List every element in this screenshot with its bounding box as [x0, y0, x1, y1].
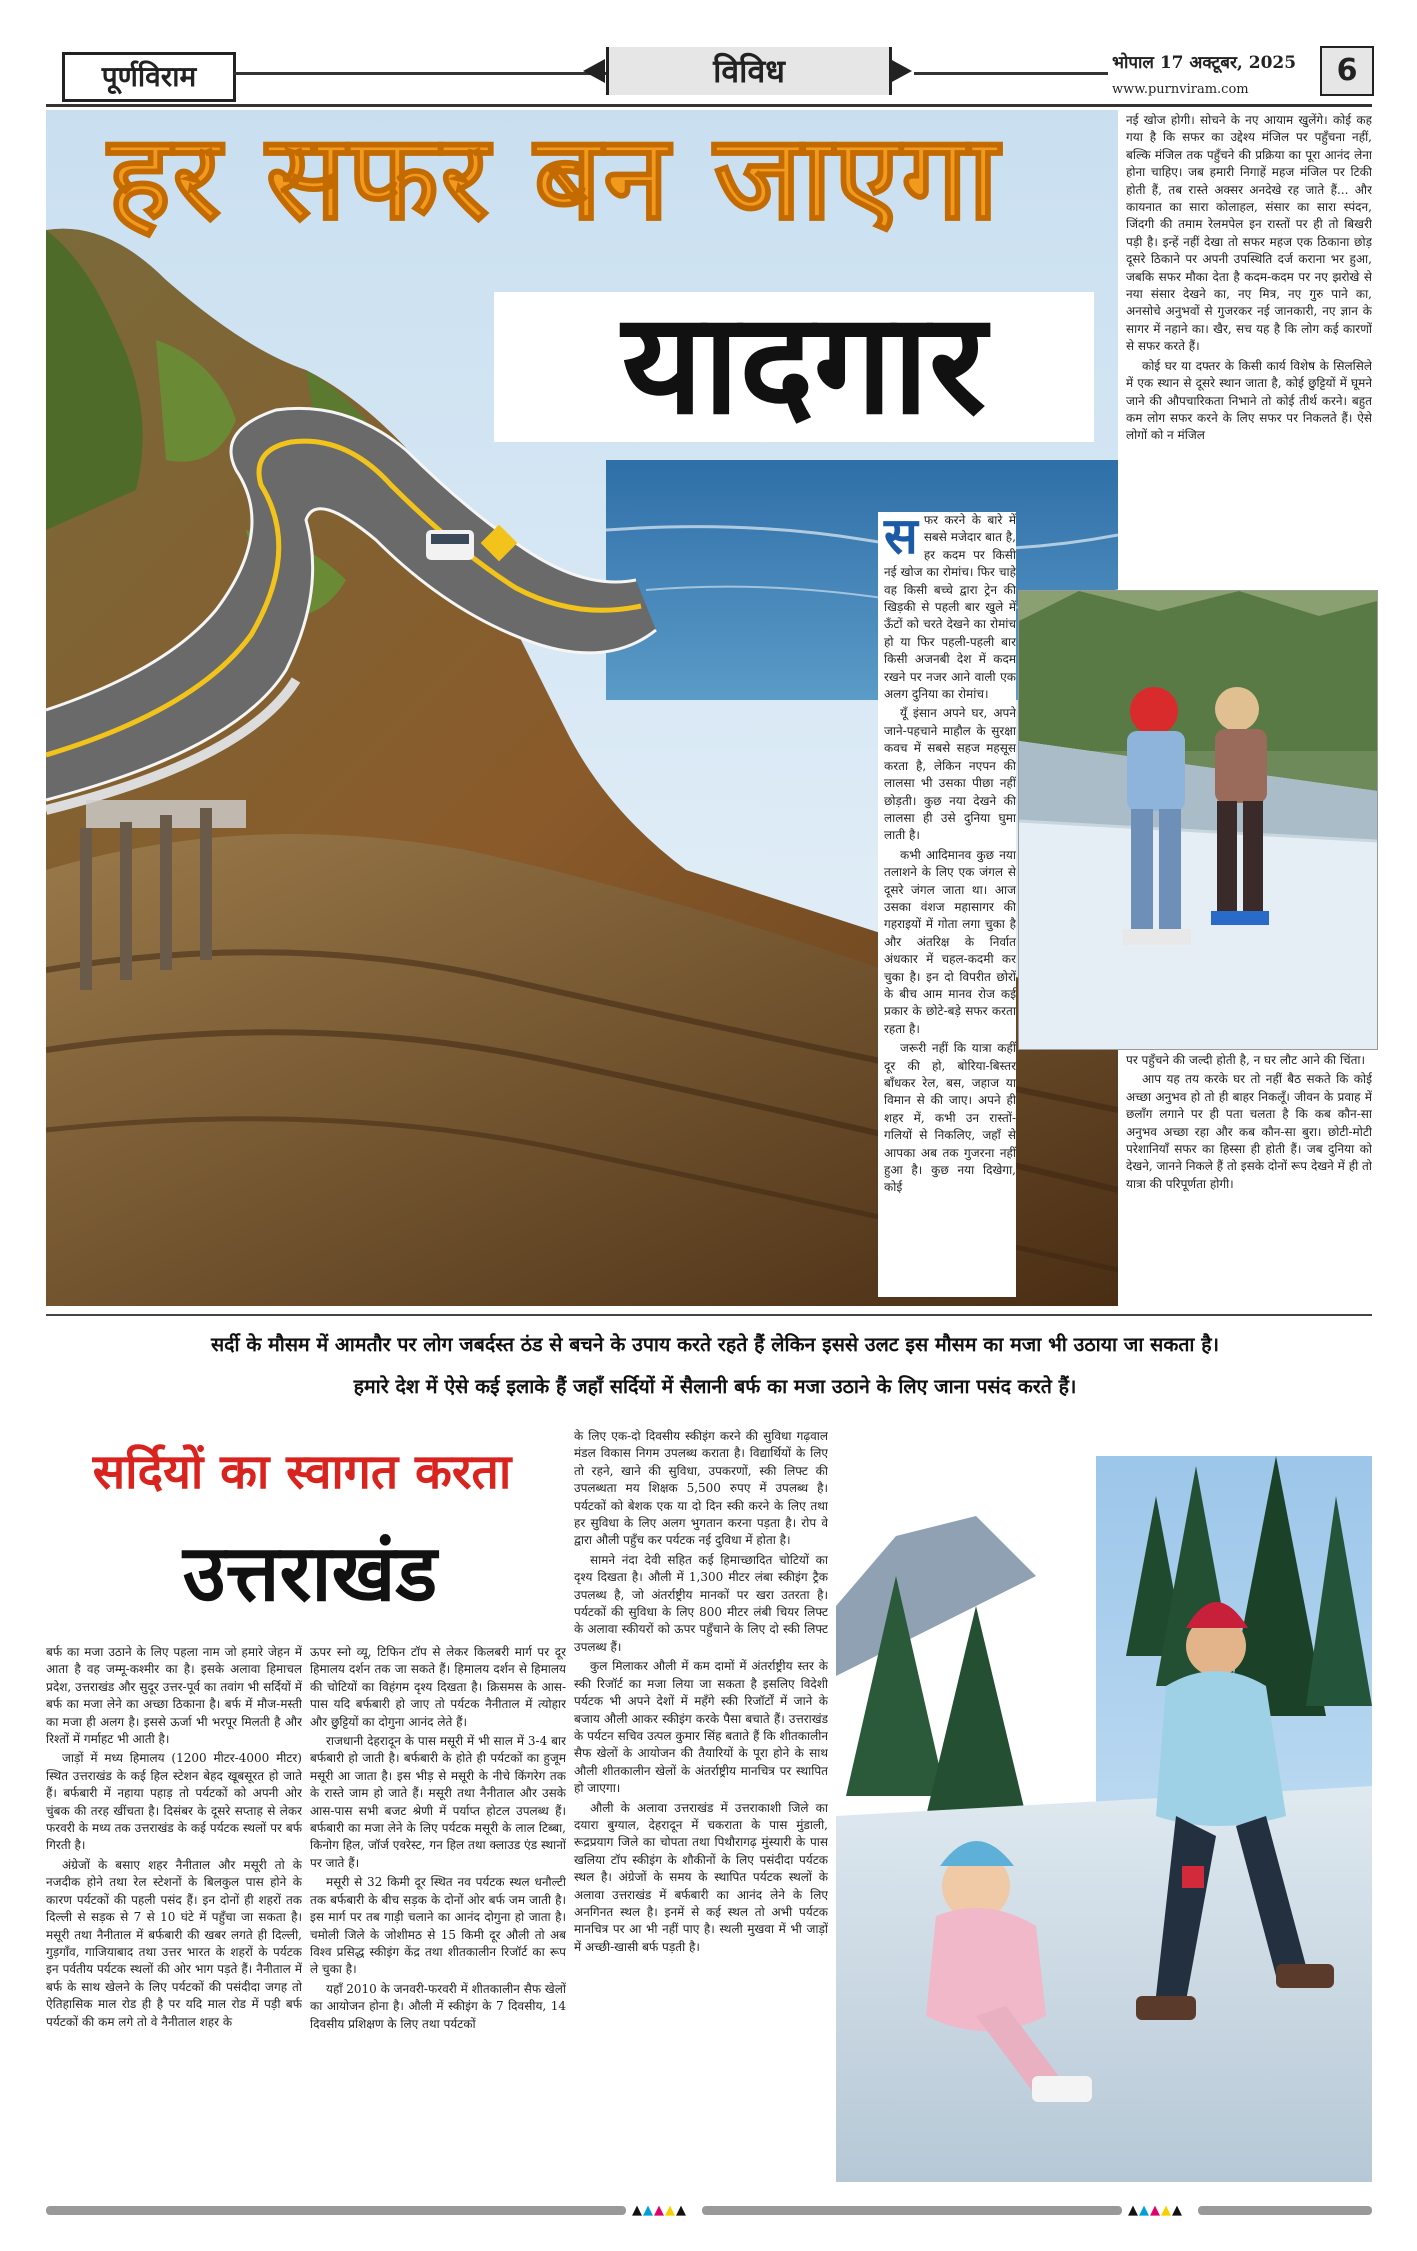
- uttarakhand-title-line2: उत्तराखंड: [182, 1529, 438, 1619]
- uttarakhand-para: यहाँ 2010 के जनवरी-फरवरी में शीतकालीन सैफ खेलों का आयोजन होना है। औली में स्कीइंग के 7 दिवसीय, 14 दिवसीय प्रशिक्षण के लिए तथा पर्यटकों: [310, 1981, 566, 2031]
- feature-headline-line1: हर सफर बन जाएगा: [108, 108, 1001, 246]
- uttarakhand-para: मसूरी से 32 किमी दूर स्थित नव पर्यटक स्थल धनौल्टी तक बर्फबारी के बीच सड़क के दोनों ओर बर्फ जम जाती है। इस मार्ग पर तब गाड़ी चलाने का आनंद दोगुना हो जाता है। चमोली जिले के जोशीमठ से 15 किमी दूर औली तो अब विश्व प्रसिद्ध स्कीइंग केंद्र तथा शीतकालीन रिजॉर्ट का रूप ले चुका है।: [310, 1875, 566, 1977]
- uttarakhand-para: सामने नंदा देवी सहित कई हिमाच्छादित चोटियों का दृश्य दिखता है। औली में 1,300 मीटर लंबा स्कीइंग ट्रैक उपलब्ध है, जो अंतर्राष्ट्रीय मानकों पर खरा उतरता है। पर्यटकों की सुविधा के लिए 800 मीटर लंबी चियर लिफ्ट के अलावा स्कीयरों को ऊपर पहुँचाने के लिए दो स्की लिफ्ट उपलब्ध हैं।: [574, 1552, 828, 1654]
- mother-daughter-skating-photo: [836, 1456, 1372, 2182]
- feature-col2-bottom: [1126, 1052, 1372, 1302]
- feature-col1-para: कभी आदिमानव कुछ नया तलाशने के लिए एक जंगल से दूसरे जंगल जाता था। आज उसका वंशज महासागर की गहराइयों में गोता लगा चुका है और अंतरिक्ष के निर्वात अंधकार में चहल-कदमी कर चुका है। इन दो विपरीत छोरों के बीच आम मानव रोज कई प्रकार के छोटे-बड़े सफर करता रहता है।: [884, 847, 1016, 1036]
- dropcap: स: [884, 512, 918, 565]
- lead-line2: हमारे देश में ऐसे कई इलाके हैं जहाँ सर्दियों में सैलानी बर्फ का मजा उठाने के लिए जाना पसंद करते हैं।: [353, 1375, 1077, 1398]
- uttarakhand-para: कुल मिलाकर औली में कम दामों में अंतर्राष्ट्रीय स्तर के स्की रिजॉर्ट का मजा लिया जा सकता है इसलिए विदेशी पर्यटक भी अपने देशों में महँगे स्की रिजॉर्टों में जाने के बजाय औली आकर स्कीइंग करके पैसा बचाते हैं। उत्तराखंड के पर्यटन सचिव उत्पल कुमार सिंह बताते हैं कि शीतकालीन सैफ खेलों के आयोजन की तैयारियों के पूरा होने के साथ औली शीतकालीन खेलों के अंतर्राष्ट्रीय मानचित्र पर स्थापित हो जाएगा।: [574, 1659, 828, 1796]
- uttarakhand-title-line1: सर्दियों का स्वागत करता: [92, 1444, 512, 1500]
- uttarakhand-para: के लिए एक-दो दिवसीय स्कीइंग करने की सुविधा गढ़वाल मंडल विकास निगम उपलब्ध कराता है। विद्यार्थियों के लिए तो रहने, खाने की सुविधा, उपकरणों, स्की लिफ्ट की उपलब्धता मय शिक्षक 5,500 रुपए में उपलब्ध है। पर्यटकों को बेशक एक या दो दिन स्की करने के लिए तथा हर सुविधा के लिए अलग भुगतान करना पड़ता है। रोप वे द्वारा औली पहुँच कर पर्यटक नई दुविधा में होता है।: [574, 1429, 828, 1548]
- section-arrow-right-icon: [890, 59, 912, 83]
- uttarakhand-para: औली के अलावा उत्तराखंड में उत्तराकाशी जिले का दयारा बुग्याल, देहरादून में चकराता के पास मुंडाली, रूद्रप्रयाग जिले का चोपता तथा पिथौरागढ़ मुंस्यारी के पास खलिया टॉप स्कीइंग के शौकीनों के लिए पसंदीदा पर्यटक स्थल है। अंग्रेजों के समय के स्थापित पर्यटक स्थलों के अलावा उत्तराखंड में बर्फबारी का आनंद लेने के लिए अनगिनत स्थल है। इनमें से कई स्थल तो अभी पर्यटक मानचित्र पर आ भी नहीं पाए है। स्थली मुखवा में भी जाड़ों में अच्छी-खासी बर्फ पड़ती है।: [574, 1800, 828, 1954]
- feature-col1-para: फर करने के बारे में सबसे मजेदार बात है, हर कदम पर किसी नई खोज का रोमांच। फिर चाहे वह किसी बच्चे द्वारा ट्रेन की खिड़की से पहली बार खुले में ऊँटों को चरते देखने का रोमांच हो या फिर पहली-पहली बार किसी अजनबी देश में कदम रखने पर नजर आने वाली एक अलग दुनिया का रोमांच।: [884, 513, 1016, 702]
- page-number: 6: [1320, 46, 1374, 96]
- uttarakhand-para: ऊपर स्नो व्यू, टिफिन टॉप से लेकर किलबरी मार्ग पर दूर हिमालय दर्शन तक जा सकते हैं। हिमालय दर्शन से हिमालय की चोटियों का विहंगम दृश्य दिखता है। क्रिसमस के आस-पास यदि बर्फबारी हो जाए तो पर्यटक नैनीताल में त्योहार और छुट्टियों का दोगुना आनंद लेते हैं।: [310, 1645, 566, 1729]
- feature-col1: [878, 512, 1016, 1297]
- feature-col2-top: [1126, 112, 1372, 582]
- uttarakhand-para: बर्फ का मजा उठाने के लिए पहला नाम जो हमारे जेहन में आता है वह जम्मू-कश्मीर का है। इसके अलावा हिमाचल प्रदेश, उत्तराखंड और सुदूर उत्तर-पूर्व का तवांग भी सर्दियों में बर्फ का मजा लेने का अच्छा ठिकाना है। बर्फ में मौज-मस्ती का मजा ही अलग है। इससे ऊर्जा भी भरपूर मिलती है और रिश्तों में गर्माहट भी आती है।: [46, 1645, 302, 1747]
- section-arrow-left-icon: [583, 59, 605, 83]
- uttarakhand-para: जाड़ों में मध्य हिमालय (1200 मीटर-4000 मीटर) स्थित उत्तराखंड के कई हिल स्टेशन बेहद खूबसूरत हो जाते हैं। बर्फबारी में नहाया पहाड़ तो पर्यटकों को अपनी ओर चुंबक की तरह खींचता है। दिसंबर के दूसरे सप्ताह से लेकर फरवरी के मध्य तक उत्तराखंड के कई पर्यटक स्थलों पर बर्फ गिरती है।: [46, 1751, 302, 1853]
- masthead-left-rule: [234, 72, 606, 75]
- footer-bar: [1198, 2206, 1372, 2215]
- uttarakhand-para: अंग्रेजों के बसाए शहर नैनीताल और मसूरी तो के नजदीक होने तथा रेल स्टेशनों के बिलकुल पास होने के कारण पर्यटकों की पहली पसंद हैं। इन दोनों ही शहरों तक दिल्ली से सड़क से 7 से 10 घंटे में पहुँचा जा सकता है। मसूरी तथा नैनीताल में बर्फबारी की खबर लगते ही दिल्ली, गुड़गाँव, गाजियाबाद तथा उत्तर भारत के शहरों के पर्यटक इन पर्वतीय पर्यटक स्थलों की ओर भाग पड़ते हैं। नैनीताल में बर्फ के साथ खेलने के लिए पर्यटकों की पसंदीदा जगह तो ऐतिहासिक माल रोड ही है पर यदि माल रोड में पड़ी बर्फ पर्यटकों की कम लगे तो वे नैनीताल शहर के: [46, 1857, 302, 2029]
- lead-line1: सर्दी के मौसम में आमतौर पर लोग जबर्दस्त ठंड से बचने के उपाय करते रहते हैं लेकिन इससे उलट इस मौसम का मजा भी उठाया जा सकता है।: [210, 1333, 1220, 1356]
- feature-col2-para: आप यह तय करके घर तो नहीं बैठ सकते कि कोई अच्छा अनुभव हो तो ही बाहर निकलूँ। जीवन के प्रवाह में छलाँग लगाने पर ही पता चलता है कि कब कौन-सा अनुभव अच्छा रहा और कब कौन-सा बुरा। छोटी-मोटी परेशानियाँ सफर का हिस्सा ही होती हैं। जब दुनिया को देखने, जानने निकले हैं तो इसके दोनों रूप देखने में ही तो यात्रा की परिपूर्णता होगी।: [1126, 1072, 1372, 1191]
- masthead-logo[interactable]: पूर्णविराम: [62, 52, 236, 102]
- masthead-right-rule: [914, 72, 1108, 75]
- uttarakhand-para: राजधानी देहरादून के पास मसूरी में भी साल में 3-4 बार बर्फबारी हो जाती है। बर्फबारी के होते ही पर्यटकों का हुजूम मसूरी आ जाता है। इस भीड़ से मसूरी के नीचे किंगरेग तक के रास्ते जाम हो जाते हैं। मसूरी तथा नैनीताल और उसके आस-पास सभी बजट श्रेणी में पर्याप्त होटल उपलब्ध हैं। बर्फबारी का मजा लेने के लिए पर्यटक मसूरी के लाल टिब्बा, किनोग हिल, जॉर्ज एवरेस्ट, गन हिल तथा क्लाउड एंड स्थानों पर जाते हैं।: [310, 1734, 566, 1870]
- website-url[interactable]: www.purnviram.com: [1112, 82, 1249, 97]
- skating-illustration: [836, 1456, 1372, 2182]
- feature-headline-line2: यादगार: [621, 283, 987, 446]
- feature-col1-para: यूँ इंसान अपने घर, अपने जाने-पहचाने माहौल के सुरक्षा कवच में सबसे सहज महसूस करता है, लेकिन नएपन की लालसा भी उसका पीछा नहीं छोड़ती। कुछ नया देखने की लालसा ही उसे दुनिया घुमा लाती है।: [884, 706, 1016, 843]
- section-title: विविध: [606, 47, 892, 95]
- uttarakhand-col-b: [310, 1644, 566, 2189]
- pagination-dots-icon: ▲▲▲▲▲: [1128, 2203, 1183, 2218]
- kids-skating-photo: [1018, 590, 1378, 1050]
- feature-col1-para: जरूरी नहीं कि यात्रा कहीं दूर की हो, बोरिया-बिस्तर बाँधकर रेल, बस, जहाज या विमान से की जाए। अपने ही शहर में, कभी उन रास्तों-गलियों से निकलिए, जहाँ से आपका अब तक गुजरना नहीं हुआ है। कुछ नया दिखेगा, कोई: [884, 1041, 1016, 1195]
- footer-bar: [46, 2206, 626, 2215]
- uttarakhand-col-c: [574, 1428, 828, 2188]
- section-divider: [46, 1314, 1372, 1316]
- footer-bar: [702, 2206, 1122, 2215]
- masthead-rule-top: [46, 104, 1372, 107]
- uttarakhand-col-a: [46, 1644, 302, 2189]
- issue-date: भोपाल 17 अक्टूबर, 2025: [1112, 53, 1297, 73]
- feature-col2-para: पर पहुँचने की जल्दी होती है, न घर लौट आने की चिंता।: [1126, 1053, 1366, 1067]
- pagination-dots-icon: ▲▲▲▲▲: [632, 2203, 687, 2218]
- kids-illustration: [1019, 591, 1377, 1049]
- feature-col2-para: कोई घर या दफ्तर के किसी कार्य विशेष के सिलसिले में एक स्थान से दूसरे स्थान जाता है, कोई छुट्टियों में घूमने जाने की औपचारिकता निभाने तो कोई तीर्थ करने। बहुत कम लोग सफर करने के लिए सफर पर निकलते हैं। ऐसे लोगों को न मंजिल: [1126, 358, 1372, 443]
- feature-col2-para: नई खोज होगी। सोचने के नए आयाम खुलेंगे। कोई कह गया है कि सफर का उद्देश्य मंजिल पर पहुँचना नहीं, बल्कि मंजिल तक पहुँचने की प्रक्रिया का पूरा आनंद लेना होना चाहिए। जब हमारी निगाहें महज मंजिल पर टिकी होती हैं, तब रास्ते अक्सर अनदेखे रह जाते हैं... और कायनात का सारा कोलाहल, संसार का सारा स्पंदन, जिंदगी की तमाम रेलमपेल इन रास्तों पर ही तो बिखरी पड़ी है। इन्हें नहीं देखा तो सफर महज एक ठिकाना छोड़ दूसरे ठिकाने पर अपनी उपस्थिति दर्ज कराना भर हुआ, जबकि सफर मौका देता है कदम-कदम पर नए झरोखे से नया संसार देखने का, नए मित्र, नए गुरु पाने का, अनसोचे अनुभवों से गुजरकर नई जानकारी, नए ज्ञान के सागर में नहाने का। खैर, सच यह है कि लोग कई कारणों से सफर करते हैं।: [1126, 113, 1372, 354]
